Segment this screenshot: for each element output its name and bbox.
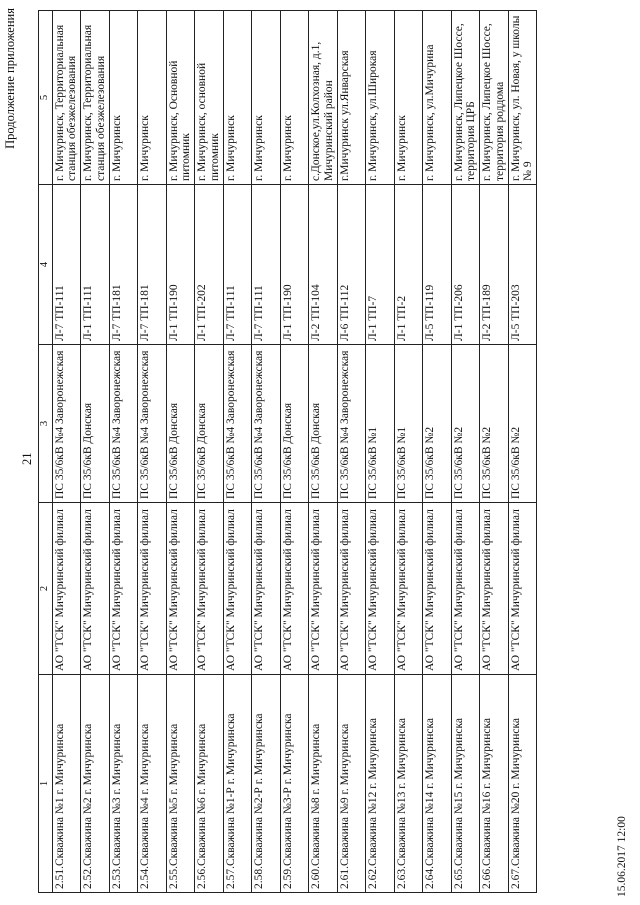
table-cell-col4: Л-1 ТП-7 <box>366 185 395 345</box>
table-cell-col2: АО "ТСК" Мичуринский филиал <box>166 503 195 675</box>
table-cell-col1: 2.62.Скважина №12 г. Мичуринска <box>366 675 395 893</box>
table-cell-col4: Л-6 ТП-112 <box>337 185 366 345</box>
table-cell-col4: Л-1 ТП-190 <box>166 185 195 345</box>
column-header: 4 <box>39 185 53 345</box>
table-cell-col3: ПС 35/6кВ №4 Заворонежская <box>109 345 138 503</box>
column-header: 3 <box>39 345 53 503</box>
table-cell-col2: АО "ТСК" Мичуринский филиал <box>366 503 395 675</box>
column-header: 5 <box>39 11 53 185</box>
table-header-row <box>39 11 53 893</box>
table-cell-col3: ПС 35/6кВ Донская <box>166 345 195 503</box>
table-cell-col4: Л-1 ТП-202 <box>195 185 224 345</box>
column-header: 2 <box>39 503 53 675</box>
table-cell-col1: 2.51.Скважина №1 г. Мичуринска <box>52 675 81 893</box>
table-cell-col1: 2.64.Скважина №14 г. Мичуринска <box>423 675 452 893</box>
table-row <box>252 11 281 893</box>
table-cell-col1: 2.66.Скважина №16 г. Мичуринска <box>480 675 509 893</box>
table-cell-col1: 2.60.Скважина №8 г. Мичуринска <box>309 675 338 893</box>
table-cell-col5: г. Мичуринск <box>109 11 138 185</box>
table-cell-col2: АО "ТСК" Мичуринский филиал <box>223 503 252 675</box>
table-cell-col3: ПС 35/6кВ №2 <box>451 345 480 503</box>
table-cell-col2: АО "ТСК" Мичуринский филиал <box>337 503 366 675</box>
table-cell-col1: 2.61.Скважина №9 г. Мичуринска <box>337 675 366 893</box>
table-row <box>280 11 309 893</box>
table-cell-col2: АО "ТСК" Мичуринский филиал <box>309 503 338 675</box>
table-cell-col1: 2.54.Скважина №4 г. Мичуринска <box>138 675 167 893</box>
table-cell-col5: г. Мичуринск <box>252 11 281 185</box>
table-cell-col4: Л-5 ТП-119 <box>423 185 452 345</box>
table-cell-col5: г. Мичуринск, Основной питомник <box>166 11 195 185</box>
table-row <box>81 11 110 893</box>
table-cell-col3: ПС 35/6кВ №4 Заворонежская <box>223 345 252 503</box>
table-row <box>52 11 81 893</box>
table-cell-col4: Л-7 ТП-111 <box>223 185 252 345</box>
table-cell-col1: 2.67.Скважина №20 г. Мичуринска <box>508 675 537 893</box>
table-cell-col5: г. Мичуринск, Липецкое Шоссе, территория роддома <box>480 11 509 185</box>
table-row <box>337 11 366 893</box>
table-cell-col5: с.Донское,ул.Колхозная, д.1, Мичуринский район <box>309 11 338 185</box>
table-cell-col1: 2.57.Скважина №1-Р г. Мичуринска <box>223 675 252 893</box>
table-row <box>195 11 224 893</box>
table-cell-col3: ПС 35/6кВ №2 <box>508 345 537 503</box>
table-cell-col5: г. Мичуринск <box>223 11 252 185</box>
table-cell-col4: Л-2 ТП-189 <box>480 185 509 345</box>
table-cell-col5: г. Мичуринск, ул.Широкая <box>366 11 395 185</box>
table-cell-col4: Л-7 ТП-181 <box>109 185 138 345</box>
table-cell-col1: 2.52.Скважина №2 г. Мичуринска <box>81 675 110 893</box>
table-cell-col4: Л-1 ТП-111 <box>81 185 110 345</box>
table-row <box>366 11 395 893</box>
table-cell-col5: г. Мичуринск, основной питомник <box>195 11 224 185</box>
table-cell-col2: АО "ТСК" Мичуринский филиал <box>280 503 309 675</box>
table-cell-col3: ПС 35/6кВ №4 Заворонежская <box>337 345 366 503</box>
table-cell-col3: ПС 35/6кВ Донская <box>81 345 110 503</box>
table-cell-col5: г. Мичуринск <box>138 11 167 185</box>
footer-date: 15.06.2017 12:00 <box>616 816 628 897</box>
table-cell-col2: АО "ТСК" Мичуринский филиал <box>480 503 509 675</box>
table-cell-col3: ПС 35/6кВ №1 <box>394 345 423 503</box>
table-row <box>423 11 452 893</box>
table-row <box>138 11 167 893</box>
table-cell-col1: 2.63.Скважина №13 г. Мичуринска <box>394 675 423 893</box>
table-row <box>508 11 537 893</box>
table-cell-col1: 2.59.Скважина №3-Р г. Мичуринска <box>280 675 309 893</box>
table-row <box>309 11 338 893</box>
table-cell-col3: ПС 35/6кВ Донская <box>195 345 224 503</box>
table-row <box>451 11 480 893</box>
substation-table <box>38 10 537 893</box>
table-cell-col1: 2.58.Скважина №2-Р г. Мичуринска <box>252 675 281 893</box>
table-cell-col4: Л-1 ТП-2 <box>394 185 423 345</box>
table-body <box>52 11 537 893</box>
table-cell-col3: ПС 35/6кВ №2 <box>480 345 509 503</box>
table-cell-col2: АО "ТСК" Мичуринский филиал <box>195 503 224 675</box>
table-row <box>166 11 195 893</box>
table-cell-col3: ПС 35/6кВ №2 <box>423 345 452 503</box>
table-cell-col4: Л-7 ТП-181 <box>138 185 167 345</box>
table-cell-col1: 2.56.Скважина №6 г. Мичуринска <box>195 675 224 893</box>
column-header: 1 <box>39 675 53 893</box>
table-cell-col3: ПС 35/6кВ №4 Заворонежская <box>252 345 281 503</box>
table-cell-col2: АО "ТСК" Мичуринский филиал <box>451 503 480 675</box>
table-cell-col4: Л-5 ТП-203 <box>508 185 537 345</box>
table-cell-col2: АО "ТСК" Мичуринский филиал <box>252 503 281 675</box>
table-cell-col2: АО "ТСК" Мичуринский филиал <box>52 503 81 675</box>
table-cell-col3: ПС 35/6кВ №4 Заворонежская <box>138 345 167 503</box>
table-cell-col3: ПС 35/6кВ №1 <box>366 345 395 503</box>
table-cell-col4: Л-7 ТП-111 <box>252 185 281 345</box>
table-cell-col5: г. Мичуринск, Территориальная станция обезжелезования <box>52 11 81 185</box>
table-cell-col1: 2.55.Скважина №5 г. Мичуринска <box>166 675 195 893</box>
table-cell-col4: Л-2 ТП-104 <box>309 185 338 345</box>
table-row <box>394 11 423 893</box>
table-cell-col2: АО "ТСК" Мичуринский филиал <box>109 503 138 675</box>
table-cell-col2: АО "ТСК" Мичуринский филиал <box>423 503 452 675</box>
header-continuation: Продолжение приложения <box>3 8 17 149</box>
table-cell-col1: 2.53.Скважина №3 г. Мичуринска <box>109 675 138 893</box>
table-cell-col1: 2.65.Скважина №15 г. Мичуринска <box>451 675 480 893</box>
table-cell-col5: г. Мичуринск, Липецкое Шоссе, территория ЦРБ <box>451 11 480 185</box>
table-cell-col5: г. Мичуринск <box>394 11 423 185</box>
page-number: 21 <box>20 452 34 465</box>
table-cell-col4: Л-1 ТП-190 <box>280 185 309 345</box>
table-cell-col5: г. Мичуринск, ул. Новая, у школы № 9 <box>508 11 537 185</box>
table-cell-col5: г. Мичуринск, ул.Мичурина <box>423 11 452 185</box>
table-row <box>109 11 138 893</box>
table-cell-col2: АО "ТСК" Мичуринский филиал <box>394 503 423 675</box>
table-row <box>223 11 252 893</box>
table-cell-col4: Л-7 ТП-111 <box>52 185 81 345</box>
table-cell-col2: АО "ТСК" Мичуринский филиал <box>138 503 167 675</box>
table-cell-col2: АО "ТСК" Мичуринский филиал <box>81 503 110 675</box>
table-row <box>480 11 509 893</box>
table-cell-col4: Л-1 ТП-206 <box>451 185 480 345</box>
table-cell-col3: ПС 35/6кВ Донская <box>280 345 309 503</box>
table-cell-col3: ПС 35/6кВ №4 Заворонежская <box>52 345 81 503</box>
table-cell-col3: ПС 35/6кВ Донская <box>309 345 338 503</box>
table-cell-col5: г. Мичуринск <box>280 11 309 185</box>
table-cell-col5: г. Мичуринск, Территориальная станция обезжелезования <box>81 11 110 185</box>
table-cell-col2: АО "ТСК" Мичуринский филиал <box>508 503 537 675</box>
table-cell-col5: г.Мичуринск ул.Январская <box>337 11 366 185</box>
